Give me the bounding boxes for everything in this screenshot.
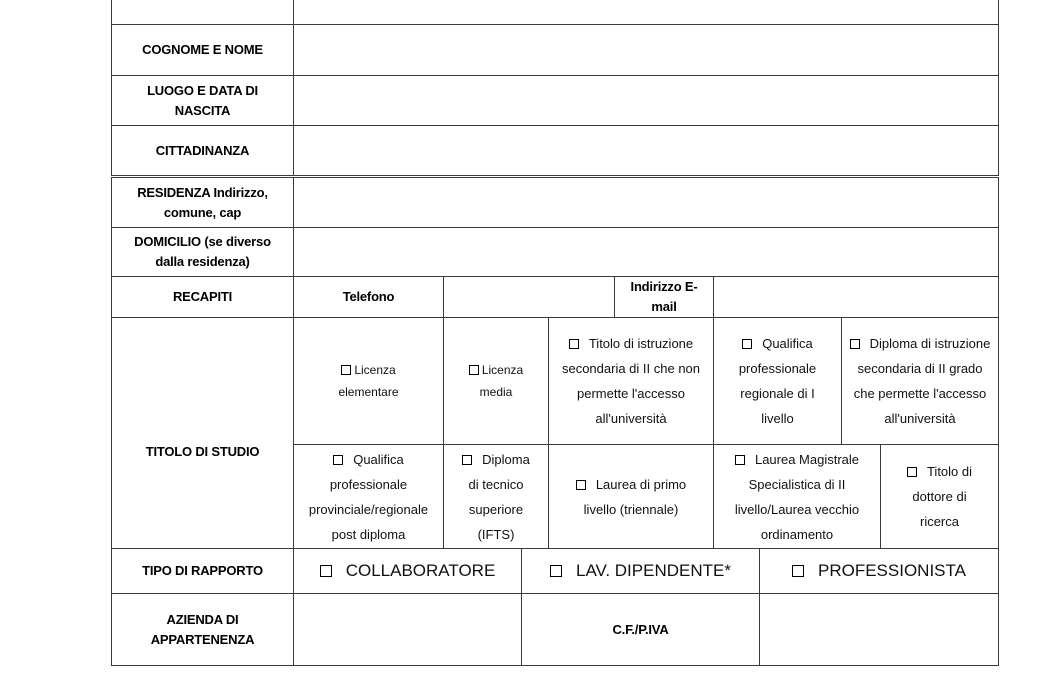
luogo-data-nascita-field[interactable] [293,75,999,126]
checkbox-icon [792,565,804,577]
option-licenza-elementare[interactable]: Licenza elementare [293,317,444,445]
option-qualifica-provinciale[interactable]: Qualifica professionale provinciale/regionale post diploma [293,444,444,549]
cognome-nome-field[interactable] [293,24,999,76]
checkbox-icon [550,565,562,577]
recapiti-label: RECAPITI [111,276,294,318]
checkbox-icon [333,455,343,465]
checkbox-icon [320,565,332,577]
codice-fiscale-field[interactable] [293,0,999,25]
option-lav-dipendente[interactable]: LAV. DIPENDENTE* [521,548,760,594]
option-dottore-ricerca[interactable]: Titolo di dottore di ricerca [880,444,999,549]
residenza-field[interactable] [293,177,999,228]
option-licenza-media[interactable]: Licenza media [443,317,549,445]
checkbox-icon [850,339,860,349]
option-qualifica-regionale[interactable]: Qualifica professionale regionale di I livello [713,317,842,445]
option-laurea-primo-livello[interactable]: Laurea di primo livello (triennale) [548,444,714,549]
telefono-field[interactable] [443,276,615,318]
domicilio-label: DOMICILIO (se diverso dalla residenza) [111,227,294,277]
email-field[interactable] [713,276,999,318]
luogo-data-nascita-label: LUOGO E DATA DI NASCITA [111,75,294,126]
option-laurea-magistrale[interactable]: Laurea Magistrale Specialistica di II livello/Laurea vecchio ordinamento [713,444,881,549]
checkbox-icon [576,480,586,490]
checkbox-icon [735,455,745,465]
checkbox-icon [341,365,351,375]
option-diploma-tecnico[interactable]: Diploma di tecnico superiore (IFTS) [443,444,549,549]
option-collaboratore[interactable]: COLLABORATORE [293,548,522,594]
codice-fiscale-label [111,0,294,25]
domicilio-field[interactable] [293,227,999,277]
telefono-label: Telefono [293,276,444,318]
checkbox-icon [907,467,917,477]
email-label: Indirizzo E-mail [614,276,714,318]
titolo-studio-label: TITOLO DI STUDIO [111,317,294,549]
checkbox-icon [469,365,479,375]
checkbox-icon [569,339,579,349]
cf-piva-label: C.F./P.IVA [521,593,760,666]
cf-piva-field[interactable] [759,593,999,666]
checkbox-icon [742,339,752,349]
option-professionista[interactable]: PROFESSIONISTA [759,548,999,594]
azienda-field[interactable] [293,593,522,666]
tipo-rapporto-label: TIPO DI RAPPORTO [111,548,294,594]
cognome-nome-label: COGNOME E NOME [111,24,294,76]
residenza-label: RESIDENZA Indirizzo, comune, cap [111,177,294,228]
checkbox-icon [462,455,472,465]
azienda-label: AZIENDA DI APPARTENENZA [111,593,294,666]
cittadinanza-field[interactable] [293,125,999,176]
cittadinanza-label: CITTADINANZA [111,125,294,176]
option-diploma-secondaria[interactable]: Diploma di istruzione secondaria di II grado che permette l'accesso all'università [841,317,999,445]
option-titolo-istruzione-secondaria[interactable]: Titolo di istruzione secondaria di II che non permette l'accesso all'università [548,317,714,445]
